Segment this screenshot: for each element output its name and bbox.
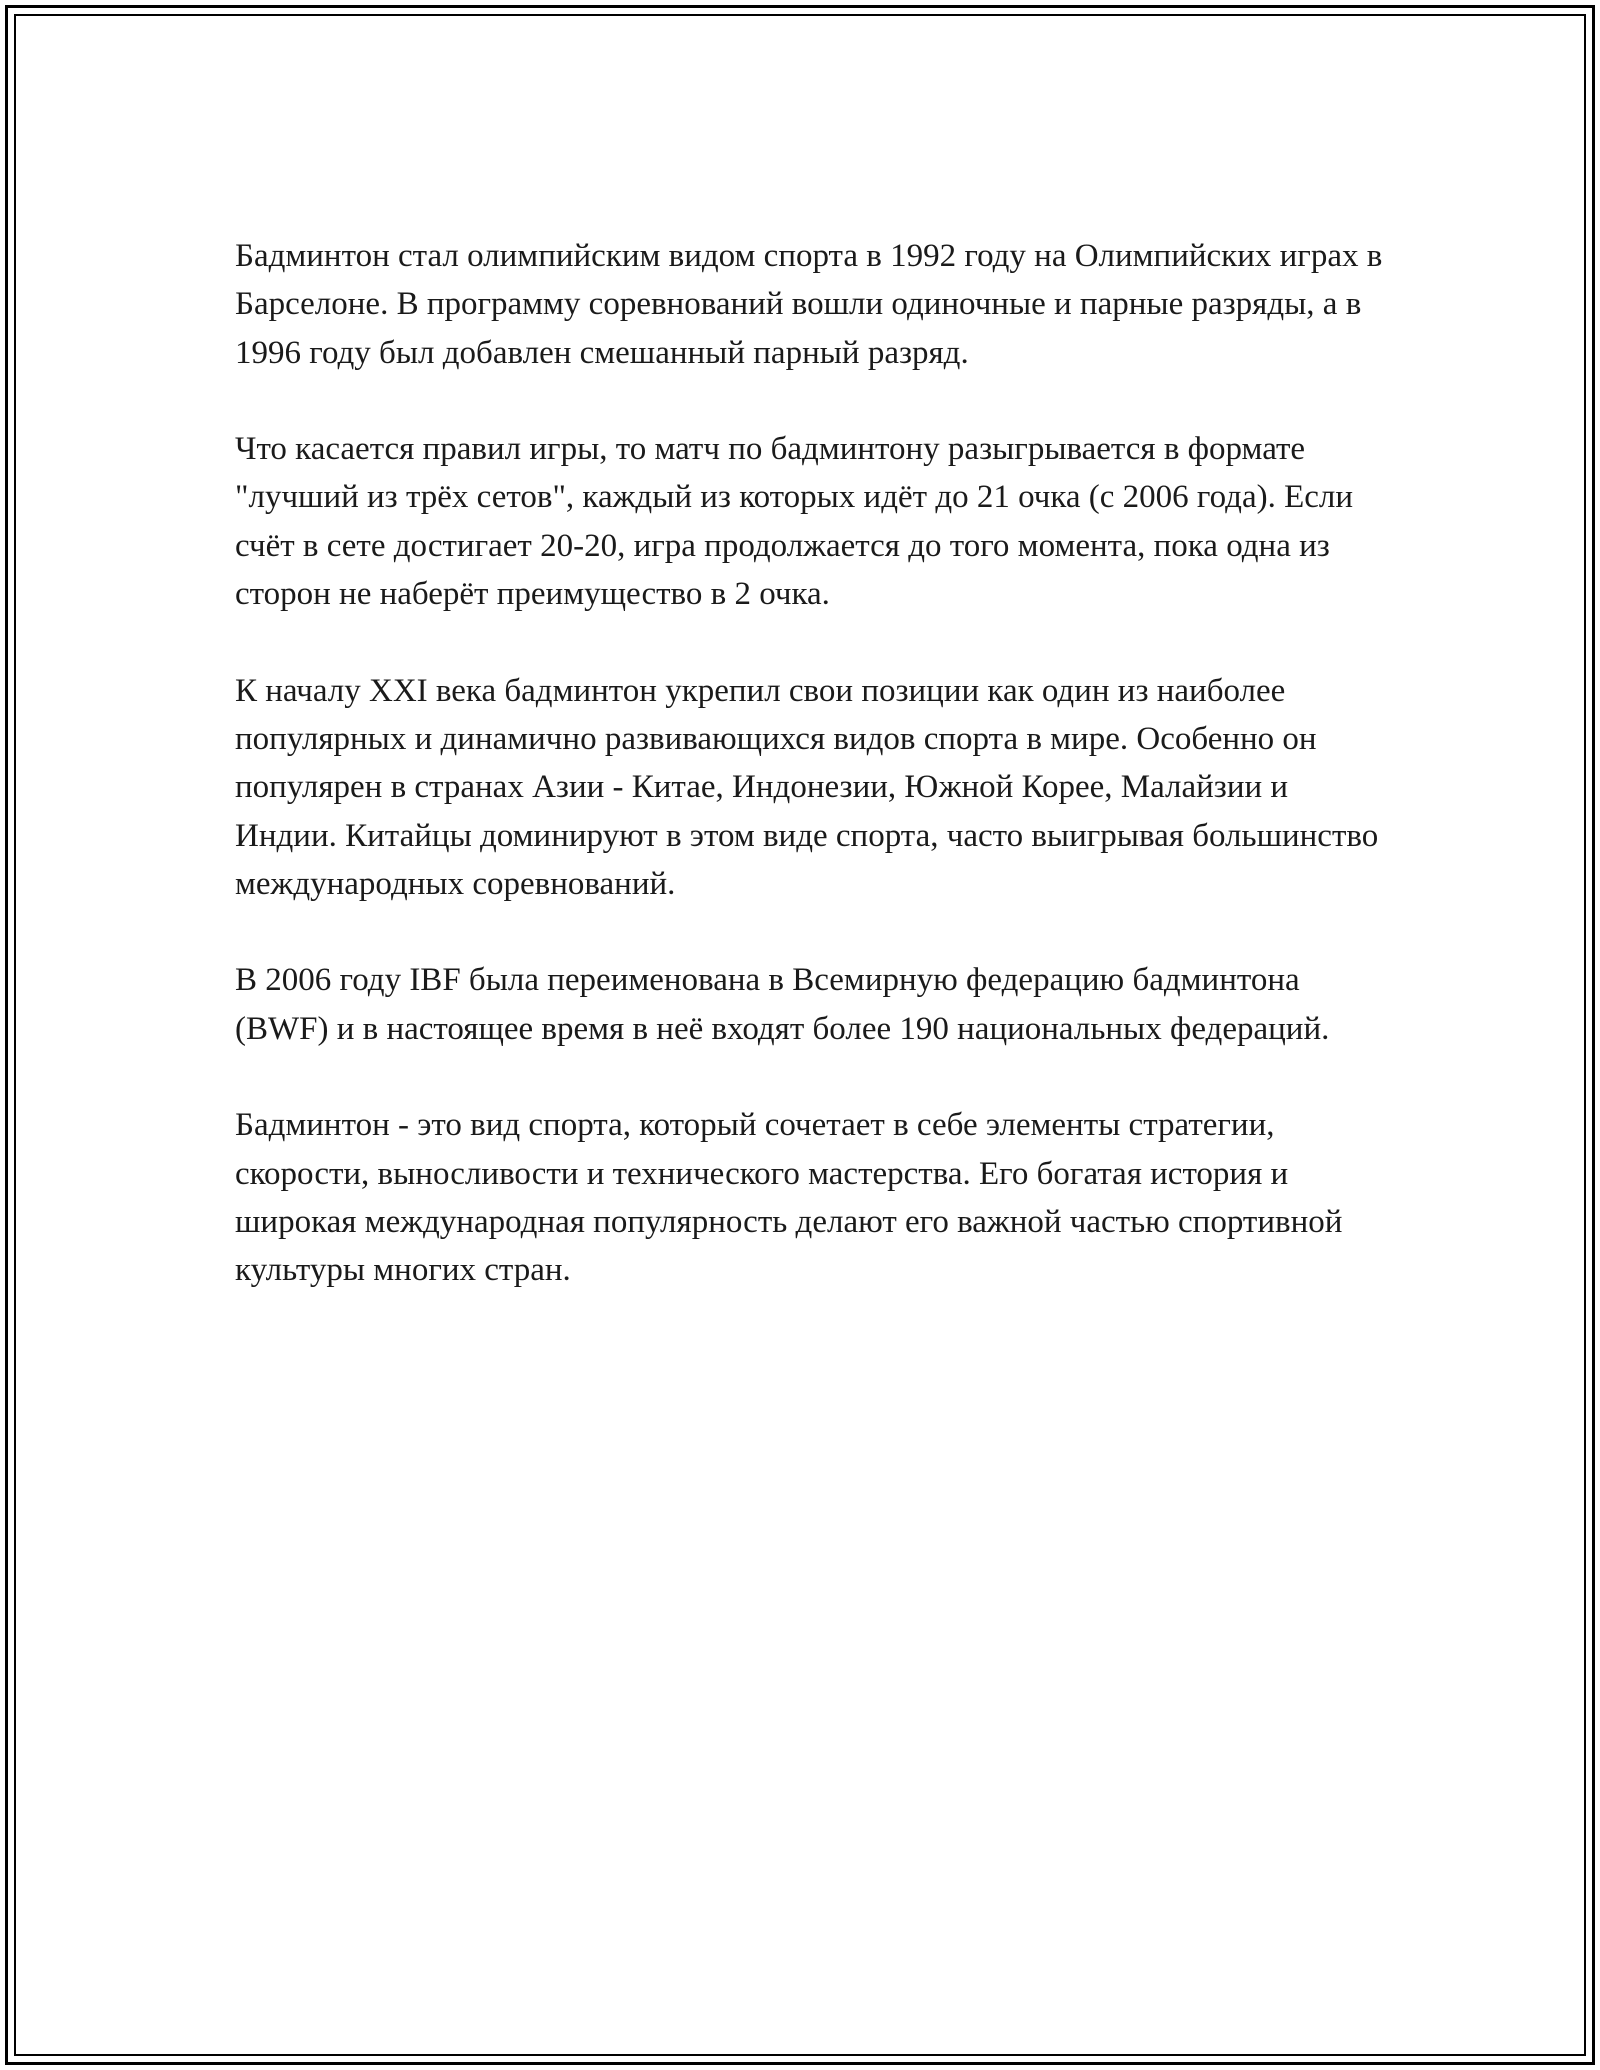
paragraph-bwf: В 2006 году IBF была переименована в Всемирную федерацию бадминтона (BWF) и в настоящее время в неё входят более 190 национальных федераций. (235, 962, 1330, 1047)
paragraph-olympics: Бадминтон стал олимпийским видом спорта в 1992 году на Олимпийских играх в Барселоне. В программу соревнований вошли одиночные и парные разряды, а в 1996 году был добавлен смешанный парный разряд. (235, 238, 1383, 371)
paragraph-rules: Что касается правил игры, то матч по бадминтону разыгрывается в формате "лучший из трёх сетов", каждый из которых идёт до 21 очка (с 2006 года). Если счёт в сете достигает 20-20, игра продолжается до того момента, пока одна из сторон не наберёт преимущество в 2 очка. (235, 431, 1354, 613)
document-body (235, 232, 1385, 1343)
paragraph-popularity: К началу XXI века бадминтон укрепил свои позиции как один из наиболее популярных и динамично развивающихся видов спорта в мире. Особенно он популярен в странах Азии - Китае, Индонезии, Южной Корее, Малайзии и Индии. Китайцы доминируют в этом виде спорта, часто выигрывая большинство международных соревнований. (235, 672, 1379, 902)
paragraph-conclusion: Бадминтон - это вид спорта, который сочетает в себе элементы стратегии, скорости, выносливости и технического мастерства. Его богатая история и широкая международная популярность делают его важной частью спортивной культуры многих стран. (235, 1107, 1343, 1289)
